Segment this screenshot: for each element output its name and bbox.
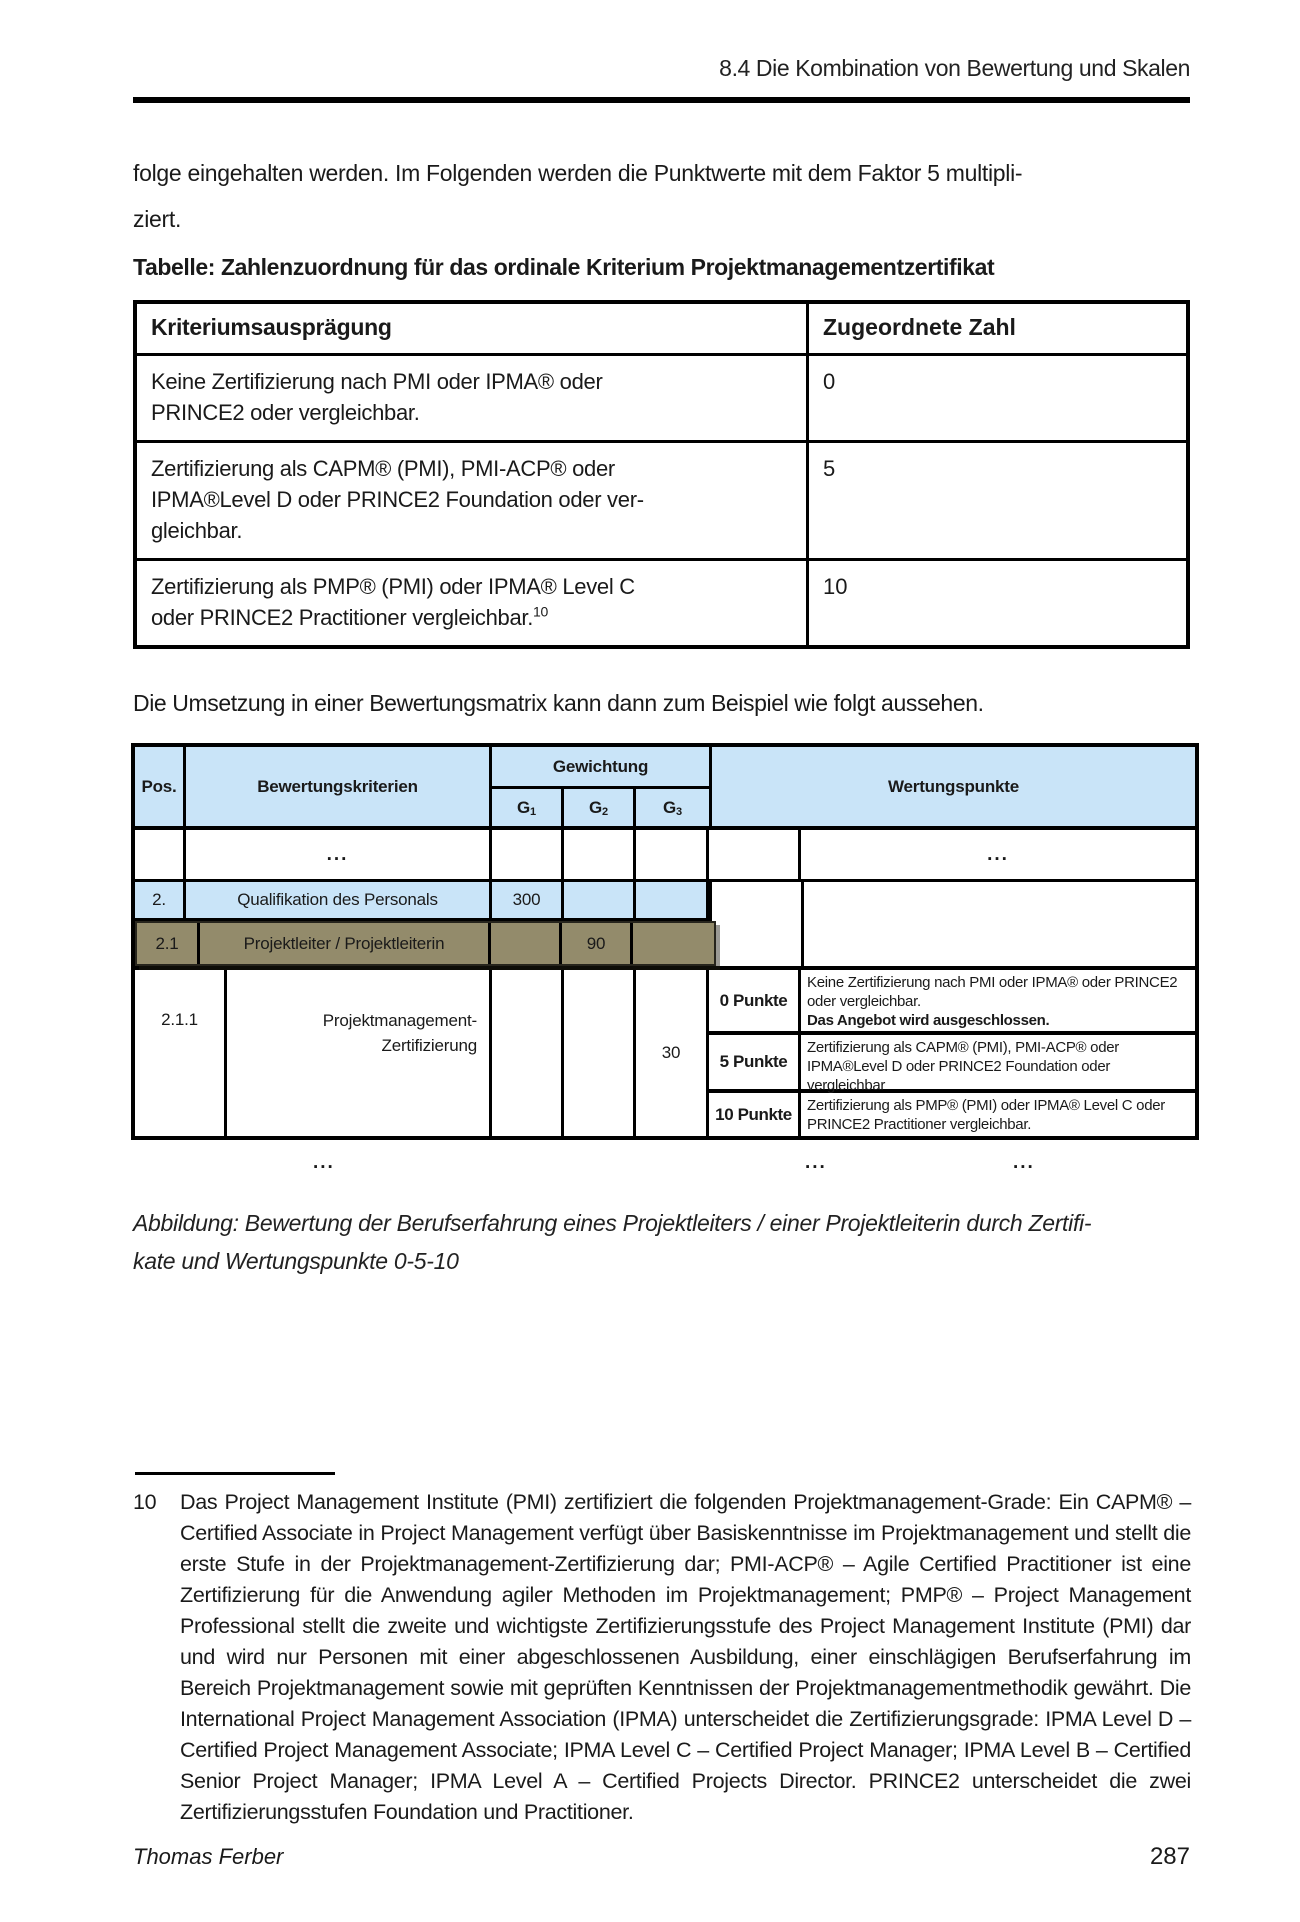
points-desc-cell [801, 830, 1195, 879]
g3-cell: 30 [636, 970, 709, 1136]
header-rule [133, 97, 1190, 103]
matrix-header-pos: Pos. [135, 747, 186, 826]
matrix-header-points: Wertungspunkte [709, 747, 1195, 826]
value-cell: 0 [823, 369, 836, 394]
g3-base: G [663, 797, 677, 817]
figure-caption [133, 1204, 1195, 1280]
g1-cell [491, 923, 562, 964]
footer-author: Thomas Ferber [133, 1844, 284, 1869]
footnote [133, 1487, 1191, 1828]
points-text: Zertifizierung als PMP® (PMI) oder IPMA® Level C oder PRINCE2 Practitioner vergleichbar. [807, 1097, 1165, 1133]
matrix-header [135, 747, 1195, 830]
matrix-continuation-dots [133, 1152, 1197, 1176]
lead-sentence: Die Umsetzung in einer Bewertungsmatrix kann dann zum Beispiel wie folgt aussehen. [133, 690, 984, 716]
ellipsis: ... [313, 1152, 335, 1173]
criterion-line: PRINCE2 oder vergleichbar. [151, 400, 420, 425]
criteria-cell: Projektleiter / Projektleiterin [200, 923, 491, 964]
col-header-zugeordnete-zahl: Zugeordnete Zahl [823, 314, 1016, 340]
footnote-separator-rule [135, 1472, 335, 1475]
table-row [137, 353, 1186, 440]
matrix-header-weighting: Gewichtung [492, 747, 709, 789]
matrix-header-g-row [492, 789, 709, 826]
g3-cell [636, 882, 709, 918]
matrix-row-2 [135, 882, 709, 921]
rows-2-21-points-area [709, 882, 1195, 966]
intro-paragraph [133, 150, 1195, 242]
footnote-reference: 10 [533, 603, 549, 620]
g2-base: G [589, 797, 603, 817]
points-row-0 [709, 970, 1195, 1035]
running-header: 8.4 Die Kombination von Bewertung und Skalen [719, 55, 1190, 81]
value-cell: 5 [823, 456, 836, 481]
points-label: 5 Punkte [709, 1035, 801, 1089]
points-label: 10 Punkte [709, 1093, 801, 1136]
matrix-header-g3 [636, 789, 709, 826]
points-label-cell [709, 830, 801, 879]
pos-cell: 2. [135, 882, 186, 918]
g1-cell: 300 [492, 882, 564, 918]
criteria-cell [227, 970, 492, 1136]
g2-cell: 90 [562, 923, 633, 964]
g2-sub: 2 [602, 805, 608, 818]
matrix-ellipsis-row [135, 830, 1195, 882]
criterion-line: Zertifizierung als PMP® (PMI) oder IPMA® Level C [151, 574, 635, 599]
criterion-line: gleichbar. [151, 518, 243, 543]
points-description [801, 970, 1195, 1031]
table-header-row [137, 304, 1186, 353]
footnote-number: 10 [133, 1490, 157, 1514]
pos-cell [135, 830, 186, 879]
criterion-line: Zertifizierung als CAPM® (PMI), PMI-ACP® oder [151, 456, 615, 481]
g2-cell [564, 882, 636, 918]
criterion-line: IPMA®Level D oder PRINCE2 Foundation oder ver- [151, 487, 644, 512]
evaluation-matrix [131, 743, 1199, 1140]
points-desc-cell [804, 882, 1195, 966]
criteria-cell [186, 830, 492, 879]
g1-base: G [517, 797, 531, 817]
pos-cell: 2.1 [137, 923, 200, 964]
pos-cell: 2.1.1 [135, 970, 227, 1136]
intro-line-2: ziert. [133, 206, 182, 232]
ellipsis: ... [1013, 1152, 1035, 1173]
table-row [137, 558, 1186, 645]
intro-line-1: folge eingehalten werden. Im Folgenden werden die Punktwerte mit dem Faktor 5 multipli- [133, 160, 1023, 186]
rows-2-21-left [135, 882, 709, 966]
ellipsis: ... [805, 1152, 827, 1173]
criterion-line: Keine Zertifizierung nach PMI oder IPMA® oder [151, 369, 603, 394]
footnote-text: Das Project Management Institute (PMI) zertifiziert die folgenden Projektmanagement-Grade: Ein CAPM® – Certified Associate in Project Management verfügt über Basiskenntnisse im Projektmanagement und stellt die erste Stufe in der Projektmanagement-Zertifizierung dar; PMI-ACP® – Agile Certified Practitioner ist eine Zertifizierung für die Anwendung agiler Methoden im Projektmanagement; PMP® – Project Management Professional stellt die zweite und wichtigste Zertifizierungsstufe des Project Management Institute (PMI) dar und wird nur Personen mit einer abgeschlossenen Ausbildung, einer einschlägigen Berufserfahrung im Bereich Projektmanagement sowie mit geprüften Kenntnissen der Projektmanagementmethodik gewährt. Die International Project Management Association (IPMA) unterscheidet die Zertifizierungsgrade: IPMA Level D – Certified Project Management Associate; IPMA Level C – Certified Project Manager; IPMA Level B – Certified Senior Project Manager; IPMA Level A – Certified Projects Director. PRINCE2 unterscheidet die zwei Zertifizierungsstufen Foundation und Practitioner. [180, 1490, 1191, 1824]
g1-cell [492, 970, 564, 1136]
col-header-kriteriumsauspraegung: Kriteriumsausprägung [137, 304, 809, 353]
criterion-line [151, 602, 790, 633]
points-label: 0 Punkte [709, 970, 801, 1031]
criteria-line: Zertifizierung [381, 1036, 477, 1055]
g3-cell [636, 830, 709, 879]
table-row [137, 440, 1186, 558]
row-211-points-area [709, 970, 1195, 1136]
criteria-cell: Qualifikation des Personals [186, 882, 492, 918]
matrix-row-211 [135, 970, 1195, 1136]
matrix-header-criteria: Bewertungskriterien [186, 747, 492, 826]
g1-cell [492, 830, 564, 879]
page-footer [133, 1843, 1190, 1871]
assignment-table [133, 300, 1190, 649]
ellipsis: ... [326, 843, 349, 865]
points-text: Keine Zertifizierung nach PMI oder IPMA® oder PRINCE2 oder vergleichbar. [807, 974, 1178, 1010]
table1-title: Tabelle: Zahlenzuordnung für das ordinale Kriterium Projektmanagementzertifikat [133, 254, 995, 280]
g2-cell [564, 830, 636, 879]
g3-cell [633, 923, 714, 964]
matrix-header-g2 [564, 789, 636, 826]
matrix-header-weighting-group [492, 747, 709, 826]
criterion-cell [137, 443, 809, 558]
criterion-cell [137, 561, 809, 645]
points-row-10 [709, 1093, 1195, 1136]
value-cell: 10 [823, 574, 848, 599]
criterion-cell [137, 356, 809, 440]
criteria-line: Projektmanagement- [322, 1011, 477, 1030]
caption-line-2: kate und Wertungspunkte 0-5-10 [133, 1248, 459, 1274]
g2-cell [564, 970, 636, 1136]
criterion-line-text: oder PRINCE2 Practitioner vergleichbar. [151, 605, 534, 630]
matrix-header-g1 [492, 789, 564, 826]
g3-sub: 3 [676, 805, 682, 818]
footer-page-number: 287 [1149, 1843, 1190, 1870]
points-bold-text: Das Angebot wird ausgeschlossen. [807, 1012, 1050, 1029]
points-text: Zertifizierung als CAPM® (PMI), PMI-ACP® oder IPMA®Level D oder PRINCE2 Foundation oder vergleichbar [807, 1039, 1120, 1094]
caption-line-1: Abbildung: Bewertung der Berufserfahrung eines Projektleiters / einer Projektleiterin durch Zertifi- [133, 1210, 1092, 1236]
points-description [801, 1093, 1195, 1136]
matrix-row-21-highlighted [135, 921, 716, 966]
g1-sub: 1 [530, 805, 536, 818]
points-label-cell [712, 882, 804, 966]
points-row-5 [709, 1035, 1195, 1093]
ellipsis: ... [987, 843, 1009, 865]
matrix-rows-2-and-21 [135, 882, 1195, 970]
points-description [801, 1035, 1195, 1094]
row-211-left [135, 970, 709, 1136]
